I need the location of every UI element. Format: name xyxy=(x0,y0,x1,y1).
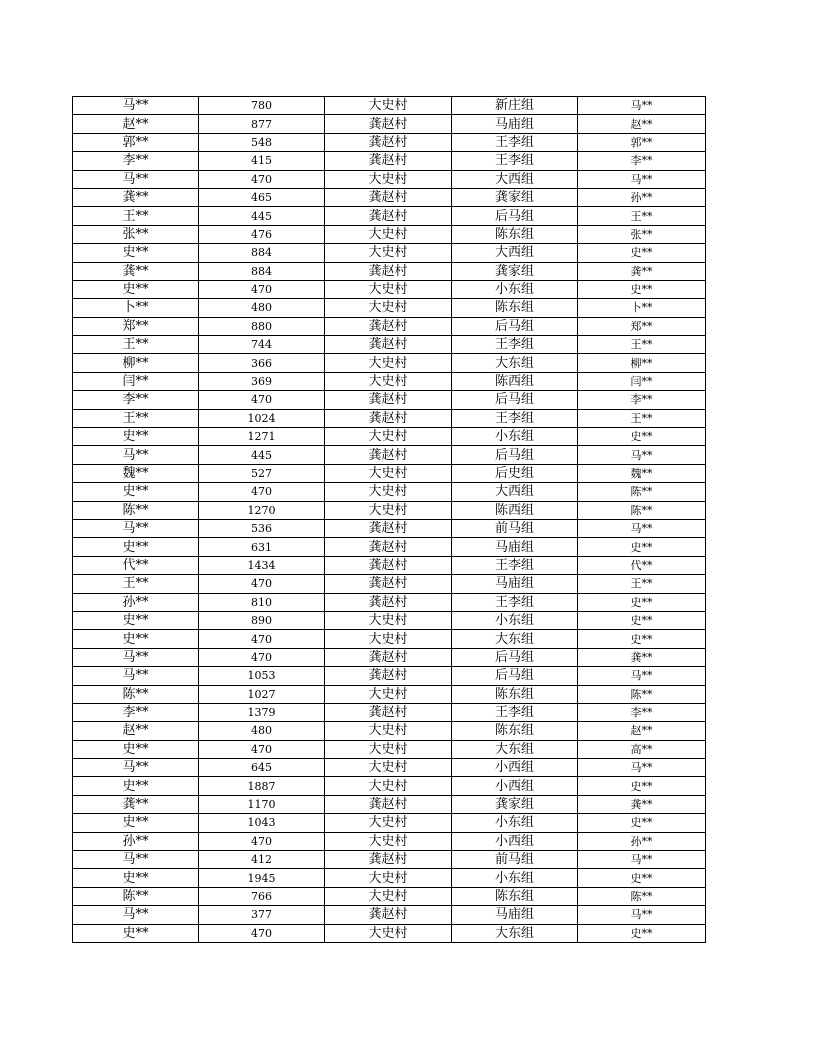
group-cell: 后马组 xyxy=(452,667,578,685)
group-cell: 后史组 xyxy=(452,464,578,482)
name-cell: 史** xyxy=(73,611,199,629)
holder-cell: 龚** xyxy=(578,262,706,280)
group-cell: 大东组 xyxy=(452,740,578,758)
name-cell: 史** xyxy=(73,869,199,887)
name-cell: 史** xyxy=(73,630,199,648)
amount-cell: 527 xyxy=(199,464,325,482)
name-cell: 马** xyxy=(73,759,199,777)
holder-cell: 王** xyxy=(578,336,706,354)
holder-cell: 史** xyxy=(578,777,706,795)
table-row xyxy=(73,336,706,354)
group-cell: 马庙组 xyxy=(452,906,578,924)
table-row xyxy=(73,188,706,206)
village-cell: 龚赵村 xyxy=(325,317,452,335)
amount-cell: 744 xyxy=(199,336,325,354)
group-cell: 马庙组 xyxy=(452,115,578,133)
village-cell: 大史村 xyxy=(325,685,452,703)
name-cell: 李** xyxy=(73,391,199,409)
name-cell: 赵** xyxy=(73,722,199,740)
name-cell: 史** xyxy=(73,814,199,832)
name-cell: 史** xyxy=(73,428,199,446)
village-cell: 龚赵村 xyxy=(325,906,452,924)
table-row xyxy=(73,795,706,813)
group-cell: 大东组 xyxy=(452,924,578,942)
group-cell: 后马组 xyxy=(452,391,578,409)
amount-cell: 1270 xyxy=(199,501,325,519)
amount-cell: 465 xyxy=(199,188,325,206)
name-cell: 柳** xyxy=(73,354,199,372)
amount-cell: 1434 xyxy=(199,556,325,574)
name-cell: 王** xyxy=(73,207,199,225)
name-cell: 史** xyxy=(73,244,199,262)
village-cell: 龚赵村 xyxy=(325,446,452,464)
group-cell: 小西组 xyxy=(452,777,578,795)
amount-cell: 1043 xyxy=(199,814,325,832)
name-cell: 马** xyxy=(73,446,199,464)
group-cell: 小东组 xyxy=(452,280,578,298)
group-cell: 前马组 xyxy=(452,519,578,537)
holder-cell: 史** xyxy=(578,630,706,648)
table-row xyxy=(73,667,706,685)
group-cell: 前马组 xyxy=(452,851,578,869)
holder-cell: 王** xyxy=(578,207,706,225)
village-cell: 大史村 xyxy=(325,501,452,519)
table-row xyxy=(73,372,706,390)
group-cell: 陈东组 xyxy=(452,887,578,905)
group-cell: 龚家组 xyxy=(452,795,578,813)
holder-cell: 魏** xyxy=(578,464,706,482)
village-cell: 大史村 xyxy=(325,244,452,262)
holder-cell: 赵** xyxy=(578,115,706,133)
group-cell: 后马组 xyxy=(452,648,578,666)
table-row xyxy=(73,280,706,298)
table-row xyxy=(73,115,706,133)
holder-cell: 史** xyxy=(578,869,706,887)
village-cell: 龚赵村 xyxy=(325,667,452,685)
holder-cell: 龚** xyxy=(578,648,706,666)
group-cell: 大东组 xyxy=(452,630,578,648)
holder-cell: 马** xyxy=(578,170,706,188)
amount-cell: 377 xyxy=(199,906,325,924)
table-row xyxy=(73,225,706,243)
village-cell: 大史村 xyxy=(325,832,452,850)
holder-cell: 高** xyxy=(578,740,706,758)
village-cell: 龚赵村 xyxy=(325,556,452,574)
amount-cell: 470 xyxy=(199,832,325,850)
village-cell: 龚赵村 xyxy=(325,207,452,225)
amount-cell: 480 xyxy=(199,299,325,317)
name-cell: 孙** xyxy=(73,593,199,611)
village-cell: 大史村 xyxy=(325,887,452,905)
village-cell: 龚赵村 xyxy=(325,538,452,556)
amount-cell: 880 xyxy=(199,317,325,335)
amount-cell: 780 xyxy=(199,97,325,115)
table-row xyxy=(73,519,706,537)
holder-cell: 马** xyxy=(578,906,706,924)
name-cell: 史** xyxy=(73,483,199,501)
group-cell: 后马组 xyxy=(452,317,578,335)
village-cell: 龚赵村 xyxy=(325,519,452,537)
name-cell: 郭** xyxy=(73,133,199,151)
amount-cell: 548 xyxy=(199,133,325,151)
group-cell: 新庄组 xyxy=(452,97,578,115)
amount-cell: 412 xyxy=(199,851,325,869)
amount-cell: 415 xyxy=(199,152,325,170)
name-cell: 马** xyxy=(73,519,199,537)
village-cell: 龚赵村 xyxy=(325,115,452,133)
table-row xyxy=(73,391,706,409)
group-cell: 陈东组 xyxy=(452,225,578,243)
amount-cell: 470 xyxy=(199,924,325,942)
village-cell: 龚赵村 xyxy=(325,336,452,354)
group-cell: 王李组 xyxy=(452,703,578,721)
holder-cell: 代** xyxy=(578,556,706,574)
holder-cell: 李** xyxy=(578,703,706,721)
group-cell: 王李组 xyxy=(452,336,578,354)
group-cell: 龚家组 xyxy=(452,262,578,280)
name-cell: 代** xyxy=(73,556,199,574)
amount-cell: 884 xyxy=(199,244,325,262)
amount-cell: 366 xyxy=(199,354,325,372)
village-cell: 大史村 xyxy=(325,722,452,740)
table-row xyxy=(73,685,706,703)
name-cell: 马** xyxy=(73,648,199,666)
amount-cell: 445 xyxy=(199,446,325,464)
amount-cell: 470 xyxy=(199,648,325,666)
holder-cell: 柳** xyxy=(578,354,706,372)
holder-cell: 史** xyxy=(578,244,706,262)
group-cell: 大西组 xyxy=(452,244,578,262)
holder-cell: 马** xyxy=(578,97,706,115)
village-cell: 大史村 xyxy=(325,611,452,629)
village-cell: 大史村 xyxy=(325,630,452,648)
name-cell: 闫** xyxy=(73,372,199,390)
group-cell: 后马组 xyxy=(452,446,578,464)
group-cell: 马庙组 xyxy=(452,575,578,593)
amount-cell: 470 xyxy=(199,575,325,593)
group-cell: 大西组 xyxy=(452,483,578,501)
holder-cell: 李** xyxy=(578,391,706,409)
village-cell: 龚赵村 xyxy=(325,795,452,813)
amount-cell: 369 xyxy=(199,372,325,390)
group-cell: 小东组 xyxy=(452,814,578,832)
holder-cell: 史** xyxy=(578,538,706,556)
group-cell: 小东组 xyxy=(452,428,578,446)
table-row xyxy=(73,556,706,574)
holder-cell: 张** xyxy=(578,225,706,243)
table-row xyxy=(73,317,706,335)
table-row xyxy=(73,152,706,170)
amount-cell: 877 xyxy=(199,115,325,133)
name-cell: 张** xyxy=(73,225,199,243)
holder-cell: 王** xyxy=(578,409,706,427)
amount-cell: 536 xyxy=(199,519,325,537)
name-cell: 李** xyxy=(73,703,199,721)
holder-cell: 王** xyxy=(578,575,706,593)
holder-cell: 史** xyxy=(578,280,706,298)
name-cell: 王** xyxy=(73,575,199,593)
table-row xyxy=(73,869,706,887)
holder-cell: 马** xyxy=(578,667,706,685)
amount-cell: 766 xyxy=(199,887,325,905)
name-cell: 龚** xyxy=(73,188,199,206)
amount-cell: 1053 xyxy=(199,667,325,685)
village-cell: 龚赵村 xyxy=(325,409,452,427)
table-row xyxy=(73,759,706,777)
amount-cell: 1945 xyxy=(199,869,325,887)
village-cell: 大史村 xyxy=(325,280,452,298)
village-cell: 大史村 xyxy=(325,225,452,243)
amount-cell: 470 xyxy=(199,483,325,501)
name-cell: 史** xyxy=(73,280,199,298)
holder-cell: 孙** xyxy=(578,188,706,206)
group-cell: 马庙组 xyxy=(452,538,578,556)
group-cell: 大西组 xyxy=(452,170,578,188)
holder-cell: 郭** xyxy=(578,133,706,151)
name-cell: 郑** xyxy=(73,317,199,335)
table-row xyxy=(73,409,706,427)
table-row xyxy=(73,777,706,795)
name-cell: 马** xyxy=(73,170,199,188)
name-cell: 史** xyxy=(73,538,199,556)
table-row xyxy=(73,593,706,611)
holder-cell: 郑** xyxy=(578,317,706,335)
table-row xyxy=(73,575,706,593)
village-cell: 龚赵村 xyxy=(325,851,452,869)
amount-cell: 470 xyxy=(199,630,325,648)
village-cell: 龚赵村 xyxy=(325,133,452,151)
holder-cell: 马** xyxy=(578,446,706,464)
amount-cell: 884 xyxy=(199,262,325,280)
group-cell: 大东组 xyxy=(452,354,578,372)
amount-cell: 631 xyxy=(199,538,325,556)
amount-cell: 480 xyxy=(199,722,325,740)
village-cell: 大史村 xyxy=(325,170,452,188)
group-cell: 陈西组 xyxy=(452,501,578,519)
group-cell: 王李组 xyxy=(452,152,578,170)
name-cell: 马** xyxy=(73,906,199,924)
amount-cell: 1271 xyxy=(199,428,325,446)
village-cell: 大史村 xyxy=(325,299,452,317)
amount-cell: 470 xyxy=(199,170,325,188)
holder-cell: 陈** xyxy=(578,501,706,519)
village-cell: 龚赵村 xyxy=(325,575,452,593)
group-cell: 龚家组 xyxy=(452,188,578,206)
name-cell: 孙** xyxy=(73,832,199,850)
village-cell: 大史村 xyxy=(325,740,452,758)
holder-cell: 李** xyxy=(578,152,706,170)
village-cell: 大史村 xyxy=(325,924,452,942)
village-cell: 大史村 xyxy=(325,464,452,482)
table-row xyxy=(73,464,706,482)
table-row xyxy=(73,538,706,556)
name-cell: 陈** xyxy=(73,501,199,519)
holder-cell: 陈** xyxy=(578,887,706,905)
village-cell: 龚赵村 xyxy=(325,648,452,666)
amount-cell: 476 xyxy=(199,225,325,243)
amount-cell: 1027 xyxy=(199,685,325,703)
amount-cell: 470 xyxy=(199,280,325,298)
holder-cell: 史** xyxy=(578,593,706,611)
table-row xyxy=(73,97,706,115)
group-cell: 后马组 xyxy=(452,207,578,225)
amount-cell: 445 xyxy=(199,207,325,225)
name-cell: 赵** xyxy=(73,115,199,133)
holder-cell: 赵** xyxy=(578,722,706,740)
amount-cell: 1887 xyxy=(199,777,325,795)
name-cell: 陈** xyxy=(73,887,199,905)
name-cell: 龚** xyxy=(73,795,199,813)
table-body xyxy=(73,97,706,943)
group-cell: 陈东组 xyxy=(452,299,578,317)
amount-cell: 1024 xyxy=(199,409,325,427)
name-cell: 史** xyxy=(73,740,199,758)
table-row xyxy=(73,611,706,629)
table-row xyxy=(73,446,706,464)
holder-cell: 马** xyxy=(578,851,706,869)
name-cell: 史** xyxy=(73,777,199,795)
table-row xyxy=(73,851,706,869)
name-cell: 魏** xyxy=(73,464,199,482)
table-row xyxy=(73,483,706,501)
holder-cell: 卜** xyxy=(578,299,706,317)
name-cell: 王** xyxy=(73,336,199,354)
village-cell: 龚赵村 xyxy=(325,593,452,611)
village-cell: 大史村 xyxy=(325,428,452,446)
village-cell: 大史村 xyxy=(325,483,452,501)
amount-cell: 645 xyxy=(199,759,325,777)
table-row xyxy=(73,170,706,188)
village-cell: 龚赵村 xyxy=(325,703,452,721)
village-cell: 大史村 xyxy=(325,97,452,115)
holder-cell: 史** xyxy=(578,814,706,832)
village-cell: 龚赵村 xyxy=(325,391,452,409)
village-cell: 大史村 xyxy=(325,372,452,390)
table-row xyxy=(73,906,706,924)
holder-cell: 史** xyxy=(578,428,706,446)
table-row xyxy=(73,262,706,280)
table-row xyxy=(73,133,706,151)
table-row xyxy=(73,924,706,942)
table-row xyxy=(73,722,706,740)
group-cell: 陈东组 xyxy=(452,722,578,740)
group-cell: 王李组 xyxy=(452,593,578,611)
group-cell: 陈西组 xyxy=(452,372,578,390)
table-row xyxy=(73,740,706,758)
name-cell: 马** xyxy=(73,97,199,115)
table-row xyxy=(73,501,706,519)
group-cell: 王李组 xyxy=(452,409,578,427)
village-cell: 大史村 xyxy=(325,869,452,887)
amount-cell: 1170 xyxy=(199,795,325,813)
village-cell: 大史村 xyxy=(325,814,452,832)
village-cell: 龚赵村 xyxy=(325,188,452,206)
group-cell: 小东组 xyxy=(452,869,578,887)
village-cell: 大史村 xyxy=(325,759,452,777)
holder-cell: 马** xyxy=(578,759,706,777)
group-cell: 王李组 xyxy=(452,556,578,574)
holder-cell: 史** xyxy=(578,611,706,629)
table-row xyxy=(73,244,706,262)
table-row xyxy=(73,832,706,850)
group-cell: 王李组 xyxy=(452,133,578,151)
group-cell: 小西组 xyxy=(452,759,578,777)
table-row xyxy=(73,354,706,372)
table-row xyxy=(73,703,706,721)
holder-cell: 史** xyxy=(578,924,706,942)
name-cell: 史** xyxy=(73,924,199,942)
holder-cell: 闫** xyxy=(578,372,706,390)
name-cell: 卜** xyxy=(73,299,199,317)
table-row xyxy=(73,299,706,317)
amount-cell: 470 xyxy=(199,740,325,758)
name-cell: 陈** xyxy=(73,685,199,703)
holder-cell: 陈** xyxy=(578,685,706,703)
name-cell: 王** xyxy=(73,409,199,427)
table-row xyxy=(73,428,706,446)
table-row xyxy=(73,814,706,832)
amount-cell: 470 xyxy=(199,391,325,409)
table-row xyxy=(73,630,706,648)
group-cell: 小东组 xyxy=(452,611,578,629)
name-cell: 马** xyxy=(73,851,199,869)
holder-cell: 陈** xyxy=(578,483,706,501)
name-cell: 龚** xyxy=(73,262,199,280)
village-cell: 大史村 xyxy=(325,354,452,372)
name-cell: 马** xyxy=(73,667,199,685)
village-cell: 龚赵村 xyxy=(325,262,452,280)
village-cell: 大史村 xyxy=(325,777,452,795)
table-row xyxy=(73,887,706,905)
group-cell: 小西组 xyxy=(452,832,578,850)
holder-cell: 孙** xyxy=(578,832,706,850)
amount-cell: 810 xyxy=(199,593,325,611)
holder-cell: 龚** xyxy=(578,795,706,813)
table-row xyxy=(73,648,706,666)
amount-cell: 890 xyxy=(199,611,325,629)
name-cell: 李** xyxy=(73,152,199,170)
village-cell: 龚赵村 xyxy=(325,152,452,170)
group-cell: 陈东组 xyxy=(452,685,578,703)
table-row xyxy=(73,207,706,225)
amount-cell: 1379 xyxy=(199,703,325,721)
holder-cell: 马** xyxy=(578,519,706,537)
data-table xyxy=(72,96,706,943)
